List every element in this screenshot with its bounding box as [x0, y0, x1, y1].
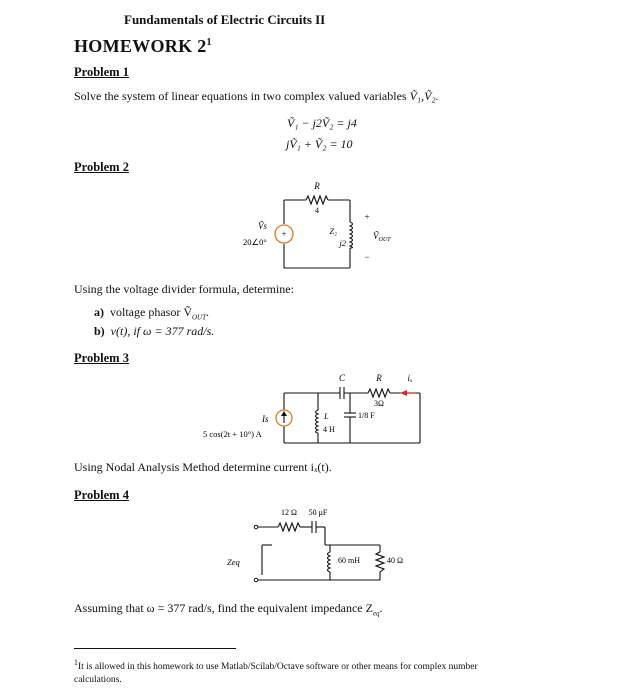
circuit-2-src-value: 20∠0°: [243, 237, 267, 247]
item-a-sub: OUT: [191, 313, 206, 322]
circuit-4-zeq: Zeq: [227, 557, 240, 567]
footnote-divider: [74, 648, 236, 649]
circuit-3-c-label: C: [338, 373, 346, 383]
problem-3-heading: Problem 3: [74, 351, 129, 365]
homework-title-text: HOMEWORK 2: [74, 36, 207, 56]
terminal-top: [254, 525, 258, 529]
terminal-bottom: [254, 578, 258, 582]
inductor-4h-symbol: [316, 410, 319, 433]
circuit-2-r-label: R: [314, 181, 320, 191]
inductor-60mh-symbol: [328, 552, 331, 572]
circuit-3-src-value: 5 cos(2t + 10°) A: [203, 429, 262, 439]
problem-1-statement: Solve the system of linear equations in two complex valued variables: [74, 89, 407, 103]
problem-4-end: .: [379, 601, 383, 615]
item-a-text: voltage phasor Ṽ: [110, 305, 192, 319]
item-b-text: v(t), if ω = 377 rad/s.: [110, 324, 215, 338]
problem-2-heading: Problem 2: [74, 160, 129, 174]
equation-1: Ṽ₁ − j2Ṽ₂ = j4: [287, 116, 357, 130]
circuit-2-out-v: Ṽ: [373, 231, 379, 241]
equation-2: jṼ₁ + Ṽ₂ = 10: [286, 137, 353, 151]
resistor-3ohm-symbol: [368, 389, 390, 397]
circuit-4-c1: 50 μF: [308, 508, 328, 517]
circuit-3-r-value: 3Ω: [374, 399, 384, 408]
footnote-text: It is allowed in this homework to use Matlab/Scilab/Octave software or other means for complex number calculations.: [74, 662, 478, 686]
voltage-source-plus: +: [281, 229, 287, 239]
circuit-3-r-label: R: [376, 373, 382, 383]
problem-4-heading: Problem 4: [74, 488, 129, 502]
circuit-2: [275, 196, 353, 268]
circuit-3-l-label: L: [324, 411, 329, 421]
circuit-3-l-value: 4 H: [323, 425, 335, 434]
footnote-mark: 1: [74, 658, 78, 667]
circuit-4-r1: 12 Ω: [281, 508, 297, 517]
circuit-3-ix-label: iₓ: [407, 373, 413, 383]
resistor-r-symbol: [306, 196, 328, 204]
problem-2-item-a: a) voltage phasor Ṽ$_{OUT}$.: [94, 305, 209, 322]
circuit-3-c-value: 1/8 F: [358, 411, 375, 420]
resistor-12ohm-symbol: [278, 523, 300, 531]
resistor-40ohm-symbol: [376, 552, 384, 572]
problem-4-statement: Assuming that ω = 377 rad/s, find the equivalent impedance Z: [74, 601, 373, 615]
item-b-mark: b): [94, 324, 105, 338]
circuit-2-out-plus: +: [364, 212, 370, 222]
ix-arrow: [400, 390, 407, 396]
circuit-2-z-value: j2: [339, 238, 346, 248]
circuit-2-out-label: [373, 231, 391, 243]
footnote-ref: 1: [206, 37, 212, 48]
circuit-2-out-sub: OUT: [378, 237, 391, 243]
problem-3-text: Using Nodal Analysis Method determine current iₓ(t).: [74, 460, 332, 474]
circuit-2-src-label: Ṽs: [258, 221, 267, 231]
circuit-3: [276, 387, 420, 443]
item-a-mark: a): [94, 305, 104, 319]
problem-4-sub: eq: [372, 609, 380, 618]
course-title: Fundamentals of Electric Circuits II: [124, 12, 326, 27]
circuit-4-r2: 40 Ω: [387, 556, 403, 565]
circuit-2-z-label: Z₂: [329, 226, 337, 236]
footnote: [74, 656, 524, 687]
problem-2-intro: Using the voltage divider formula, determine:: [74, 282, 294, 296]
circuit-4-l1: 60 mH: [338, 556, 360, 565]
problem-1-variables: Ṽ₁,Ṽ₂.: [409, 89, 439, 103]
problem-1-heading: Problem 1: [74, 65, 129, 79]
problem-4-text: [74, 601, 383, 617]
circuit-2-out-minus: −: [364, 252, 370, 262]
inductor-z2-symbol: [350, 222, 353, 248]
circuit-3-src-label: Is: [262, 414, 269, 424]
circuit-4: [256, 521, 384, 580]
problem-2-item-b: [94, 324, 214, 339]
circuit-2-r-value: 4: [315, 206, 319, 215]
current-source-arrow: [281, 411, 287, 416]
